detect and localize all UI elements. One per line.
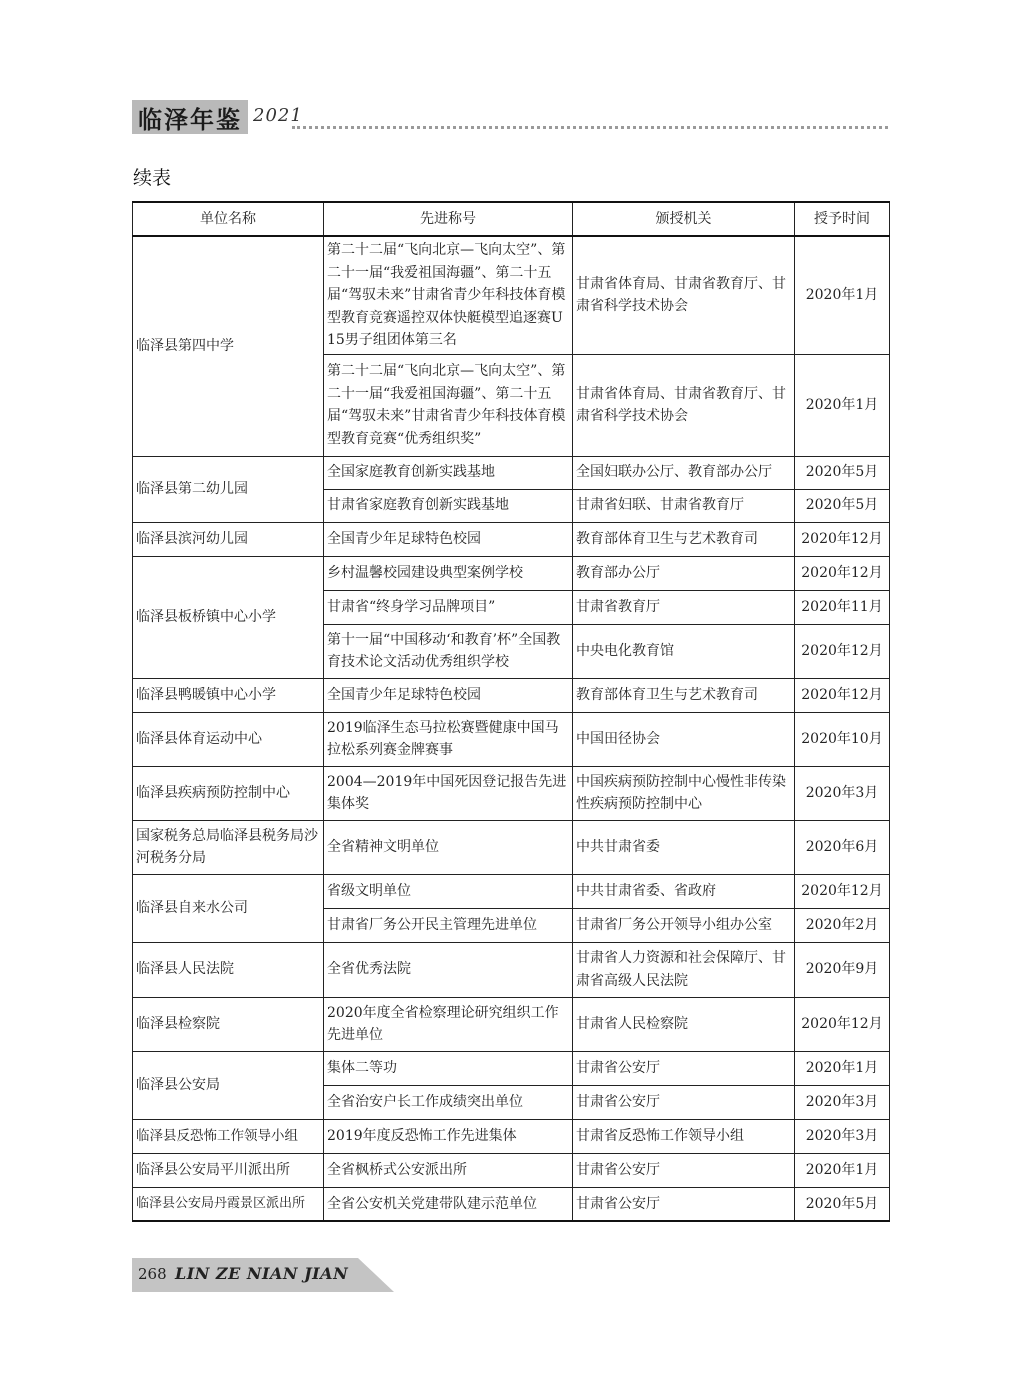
table-header-row: [133, 202, 890, 236]
unit-cell: 临泽县第四中学: [133, 236, 324, 456]
title-cell: 全省公安机关党建带队建示范单位: [324, 1187, 573, 1221]
table-row: [133, 522, 890, 556]
authority-cell: 甘肃省公安厅: [573, 1187, 795, 1221]
unit-cell: 国家税务总局临泽县税务局沙河税务分局: [133, 820, 324, 874]
table-row: [133, 1153, 890, 1187]
title-cell: 全国青少年足球特色校园: [324, 522, 573, 556]
authority-cell: 教育部体育卫生与艺术教育司: [573, 522, 795, 556]
title-cell: 2020年度全省检察理论研究组织工作先进单位: [324, 997, 573, 1051]
awards-table: [132, 201, 890, 1222]
date-cell: 2020年12月: [795, 556, 890, 590]
unit-cell: 临泽县板桥镇中心小学: [133, 556, 324, 678]
date-cell: 2020年12月: [795, 997, 890, 1051]
date-cell: 2020年3月: [795, 1119, 890, 1153]
yearbook-year: 2021: [253, 105, 303, 126]
title-cell: 全国家庭教育创新实践基地: [324, 456, 573, 489]
title-cell: 全国青少年足球特色校园: [324, 678, 573, 712]
title-cell: 2019临泽生态马拉松赛暨健康中国马拉松系列赛金牌赛事: [324, 712, 573, 766]
title-cell: 第二十二届“飞向北京—飞向太空”、第二十一届“我爱祖国海疆”、第二十五届“驾驭未来”甘肃省青少年科技体育模型教育竞赛遥控双体快艇模型追逐赛U15男子组团体第三名: [324, 236, 573, 354]
unit-cell: 临泽县公安局平川派出所: [133, 1153, 324, 1187]
title-cell: 全省枫桥式公安派出所: [324, 1153, 573, 1187]
unit-cell: 临泽县检察院: [133, 997, 324, 1051]
authority-cell: 甘肃省厂务公开领导小组办公室: [573, 908, 795, 942]
page-header: [132, 100, 888, 134]
table-row: [133, 820, 890, 874]
title-cell: 省级文明单位: [324, 874, 573, 908]
authority-cell: 中共甘肃省委: [573, 820, 795, 874]
footer-title: LIN ZE NIAN JIAN: [175, 1264, 349, 1283]
date-cell: 2020年3月: [795, 766, 890, 820]
table-row: [133, 997, 890, 1051]
table-row: [133, 874, 890, 908]
column-header-authority: 颁授机关: [573, 202, 795, 236]
table-row: [133, 1051, 890, 1085]
title-cell: 乡村温馨校园建设典型案例学校: [324, 556, 573, 590]
title-cell: 全省治安户长工作成绩突出单位: [324, 1085, 573, 1119]
title-cell: 第二十二届“飞向北京—飞向太空”、第二十一届“我爱祖国海疆”、第二十五届“驾驭未来”甘肃省青少年科技体育模型教育竞赛“优秀组织奖”: [324, 354, 573, 456]
date-cell: 2020年3月: [795, 1085, 890, 1119]
title-cell: 全省精神文明单位: [324, 820, 573, 874]
date-cell: 2020年12月: [795, 678, 890, 712]
title-cell: 全省优秀法院: [324, 942, 573, 997]
authority-cell: 甘肃省体育局、甘肃省教育厅、甘肃省科学技术协会: [573, 236, 795, 354]
table-row: [133, 942, 890, 997]
page-footer: [132, 1258, 394, 1292]
column-header-date: 授予时间: [795, 202, 890, 236]
title-cell: 2019年度反恐怖工作先进集体: [324, 1119, 573, 1153]
authority-cell: 甘肃省人力资源和社会保障厅、甘肃省高级人民法院: [573, 942, 795, 997]
page-number: 268: [138, 1265, 167, 1283]
unit-cell: 临泽县反恐怖工作领导小组: [133, 1119, 324, 1153]
yearbook-title: 临泽年鉴: [132, 100, 248, 134]
title-cell: 2004—2019年中国死因登记报告先进集体奖: [324, 766, 573, 820]
date-cell: 2020年9月: [795, 942, 890, 997]
table-row: [133, 1187, 890, 1221]
unit-cell: 临泽县鸭暖镇中心小学: [133, 678, 324, 712]
unit-cell: 临泽县人民法院: [133, 942, 324, 997]
date-cell: 2020年12月: [795, 624, 890, 678]
date-cell: 2020年12月: [795, 522, 890, 556]
title-cell: 甘肃省厂务公开民主管理先进单位: [324, 908, 573, 942]
authority-cell: 甘肃省公安厅: [573, 1153, 795, 1187]
authority-cell: 中国疾病预防控制中心慢性非传染性疾病预防控制中心: [573, 766, 795, 820]
date-cell: 2020年12月: [795, 874, 890, 908]
date-cell: 2020年1月: [795, 1153, 890, 1187]
table-row: [133, 1119, 890, 1153]
date-cell: 2020年1月: [795, 1051, 890, 1085]
authority-cell: 中央电化教育馆: [573, 624, 795, 678]
authority-cell: 甘肃省反恐怖工作领导小组: [573, 1119, 795, 1153]
column-header-title: 先进称号: [324, 202, 573, 236]
date-cell: 2020年2月: [795, 908, 890, 942]
section-title: 续表: [133, 167, 172, 189]
authority-cell: 甘肃省公安厅: [573, 1085, 795, 1119]
date-cell: 2020年5月: [795, 456, 890, 489]
unit-cell: 临泽县滨河幼儿园: [133, 522, 324, 556]
table-row: [133, 712, 890, 766]
table-row: [133, 456, 890, 489]
authority-cell: 甘肃省体育局、甘肃省教育厅、甘肃省科学技术协会: [573, 354, 795, 456]
authority-cell: 甘肃省妇联、甘肃省教育厅: [573, 489, 795, 522]
date-cell: 2020年6月: [795, 820, 890, 874]
authority-cell: 甘肃省公安厅: [573, 1051, 795, 1085]
authority-cell: 中共甘肃省委、省政府: [573, 874, 795, 908]
date-cell: 2020年5月: [795, 489, 890, 522]
authority-cell: 甘肃省教育厅: [573, 590, 795, 624]
authority-cell: 全国妇联办公厅、教育部办公厅: [573, 456, 795, 489]
authority-cell: 教育部办公厅: [573, 556, 795, 590]
table-row: [133, 236, 890, 354]
date-cell: 2020年1月: [795, 354, 890, 456]
title-cell: 甘肃省“终身学习品牌项目”: [324, 590, 573, 624]
unit-cell: 临泽县自来水公司: [133, 874, 324, 942]
authority-cell: 教育部体育卫生与艺术教育司: [573, 678, 795, 712]
column-header-unit: 单位名称: [133, 202, 324, 236]
date-cell: 2020年5月: [795, 1187, 890, 1221]
title-cell: 甘肃省家庭教育创新实践基地: [324, 489, 573, 522]
unit-cell: 临泽县第二幼儿园: [133, 456, 324, 522]
authority-cell: 中国田径协会: [573, 712, 795, 766]
authority-cell: 甘肃省人民检察院: [573, 997, 795, 1051]
title-cell: 集体二等功: [324, 1051, 573, 1085]
date-cell: 2020年11月: [795, 590, 890, 624]
table-row: [133, 678, 890, 712]
header-divider: [292, 126, 888, 129]
title-cell: 第十一届“中国移动‘和教育’杯”全国教育技术论文活动优秀组织学校: [324, 624, 573, 678]
unit-cell: 临泽县体育运动中心: [133, 712, 324, 766]
table-row: [133, 766, 890, 820]
table-row: [133, 556, 890, 590]
date-cell: 2020年1月: [795, 236, 890, 354]
unit-cell: 临泽县公安局丹霞景区派出所: [133, 1187, 324, 1221]
unit-cell: 临泽县公安局: [133, 1051, 324, 1119]
unit-cell: 临泽县疾病预防控制中心: [133, 766, 324, 820]
date-cell: 2020年10月: [795, 712, 890, 766]
